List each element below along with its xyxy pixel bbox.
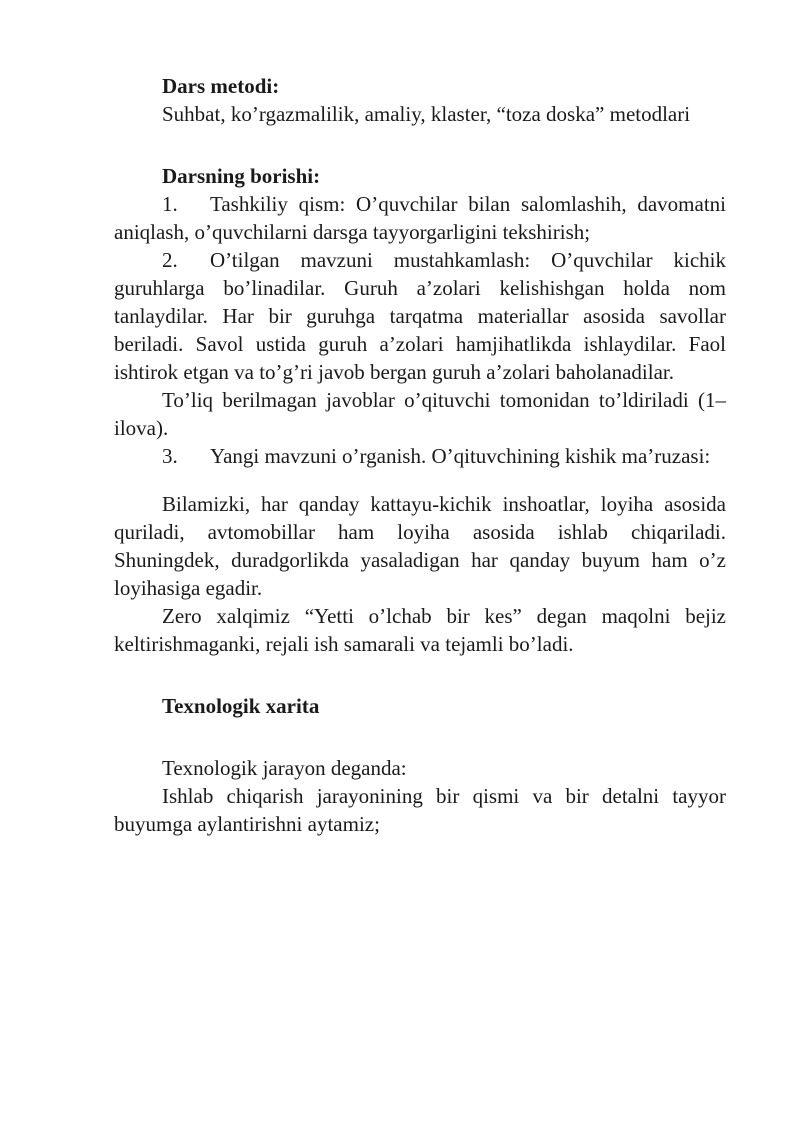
dars-metodi-text: Suhbat, ko’rgazmalilik, amaliy, klaster, “toza doska” metodlari [162,102,691,126]
body-paragraph-1: Bilamizki, har qanday kattayu-kichik inshoatlar, loyiha asosida quriladi, avtomobillar ham loyiha asosida ishlab chiqariladi. Shuningdek, duradgorlikda yasaladigan har qanday buyum ham o’z loyihasiga egadir. [114,492,726,600]
darsning-borishi-heading: Darsning borishi: [162,164,321,188]
list-item-3-number: 3. [162,444,178,468]
list-item-1 [114,190,726,246]
document-page [114,72,726,838]
list-item-2-followup: To’liq berilmagan javoblar o’qituvchi tomonidan to’ldiriladi (1–ilova). [114,388,726,440]
list-item-3 [114,442,726,470]
list-item-2-number: 2. [162,248,178,272]
texnologik-xarita-heading: Texnologik xarita [162,694,320,718]
list-item-1-text: Tashkiliy qism: O’quvchilar bilan salomlashih, davomatni aniqlash, o’quvchilarni darsga tayyorgarligini tekshirish; [114,192,726,244]
list-item-2-text: O’tilgan mavzuni mustahkamlash: O’quvchilar kichik guruhlarga bo’linadilar. Guruh a’zolari kelishishgan holda nom tanlaydilar. Har bir guruhga tarqatma materiallar asosida savollar beriladi. Savol ustida guruh a’zolari hamjihatlikda ishlaydilar. Faol ishtirok etgan va to’g’ri javob bergan guruh a’zolari baholanadilar. [114,248,726,384]
dars-metodi-heading: Dars metodi: [162,74,280,98]
spacer [114,658,726,692]
list-item-1-number: 1. [162,192,178,216]
list-item-3-text: Yangi mavzuni o’rganish. O’qituvchining kishik ma’ruzasi: [210,444,711,468]
spacer [114,128,726,162]
list-item-2 [114,246,726,386]
spacer [114,720,726,754]
spacer [114,470,726,490]
texnologik-paragraph-1: Texnologik jarayon deganda: [162,756,407,780]
texnologik-paragraph-2: Ishlab chiqarish jarayonining bir qismi va bir detalni tayyor buyumga aylantirishni aytamiz; [114,784,726,836]
body-paragraph-2: Zero xalqimiz “Yetti o’lchab bir kes” degan maqolni bejiz keltirishmaganki, rejali ish samarali va tejamli bo’ladi. [114,604,726,656]
